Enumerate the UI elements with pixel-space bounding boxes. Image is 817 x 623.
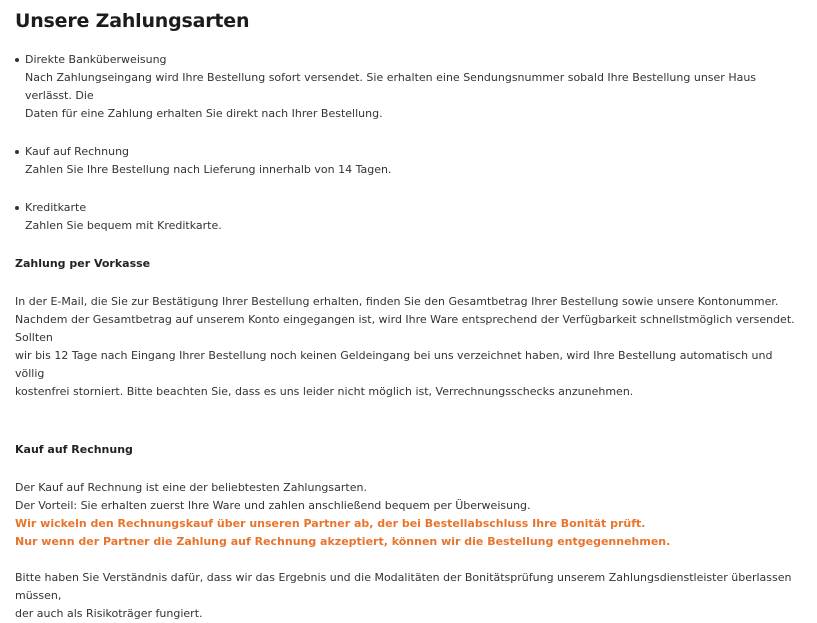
method-description-line: Daten für eine Zahlung erhalten Sie direkt nach Ihrer Bestellung. <box>25 107 383 120</box>
rechnung-line: Der Vorteil: Sie erhalten zuerst Ihre Ware und zahlen anschließend bequem per Überweisung. <box>15 499 531 512</box>
method-description-line: Nach Zahlungseingang wird Ihre Bestellung sofort versendet. Sie erhalten eine Sendungsnummer sobald Ihre Bestellung unser Haus verlässt. Die <box>25 71 757 102</box>
list-item <box>15 199 805 235</box>
vorkasse-heading: Zahlung per Vorkasse <box>15 257 151 270</box>
vorkasse-text <box>15 293 805 401</box>
payment-methods-page <box>15 0 805 623</box>
method-title: Direkte Banküberweisung <box>25 53 167 66</box>
vorkasse-line: kostenfrei storniert. Bitte beachten Sie, dass es uns leider nicht möglich ist, Verrechnungsschecks anzunehmen. <box>15 385 634 398</box>
page-title: Unsere Zahlungsarten <box>15 10 250 32</box>
payment-methods-list <box>15 51 805 235</box>
rechnung-highlight-line: Nur wenn der Partner die Zahlung auf Rechnung akzeptiert, können wir die Bestellung entgegennehmen. <box>15 535 671 548</box>
method-description-line: Zahlen Sie Ihre Bestellung nach Lieferung innerhalb von 14 Tagen. <box>25 163 392 176</box>
method-title: Kreditkarte <box>25 201 87 214</box>
rechnung-text <box>15 479 805 551</box>
method-description-line: Zahlen Sie bequem mit Kreditkarte. <box>25 219 222 232</box>
rechnung-note-line: der auch als Risikoträger fungiert. <box>15 607 203 620</box>
rechnung-line: Der Kauf auf Rechnung ist eine der beliebtesten Zahlungsarten. <box>15 481 367 494</box>
list-item <box>15 143 805 179</box>
list-item <box>15 51 805 123</box>
vorkasse-line: Nachdem der Gesamtbetrag auf unserem Konto eingegangen ist, wird Ihre Ware entsprechend der Verfügbarkeit schnellstmöglich versendet. Sollten <box>15 313 795 344</box>
rechnung-heading: Kauf auf Rechnung <box>15 443 133 456</box>
vorkasse-line: wir bis 12 Tage nach Eingang Ihrer Bestellung noch keinen Geldeingang bei uns verzeichnet haben, wird Ihre Bestellung automatisch und völlig <box>15 349 773 380</box>
rechnung-note <box>15 569 805 623</box>
vorkasse-line: In der E-Mail, die Sie zur Bestätigung Ihrer Bestellung erhalten, finden Sie den Gesamtbetrag Ihrer Bestellung sowie unsere Kontonummer. <box>15 295 779 308</box>
method-title: Kauf auf Rechnung <box>25 145 130 158</box>
rechnung-highlight-line: Wir wickeln den Rechnungskauf über unseren Partner ab, der bei Bestellabschluss Ihre Bonität prüft. <box>15 517 646 530</box>
rechnung-note-line: Bitte haben Sie Verständnis dafür, dass wir das Ergebnis und die Modalitäten der Bonitätsprüfung unserem Zahlungsdienstleister überlassen müssen, <box>15 571 792 602</box>
